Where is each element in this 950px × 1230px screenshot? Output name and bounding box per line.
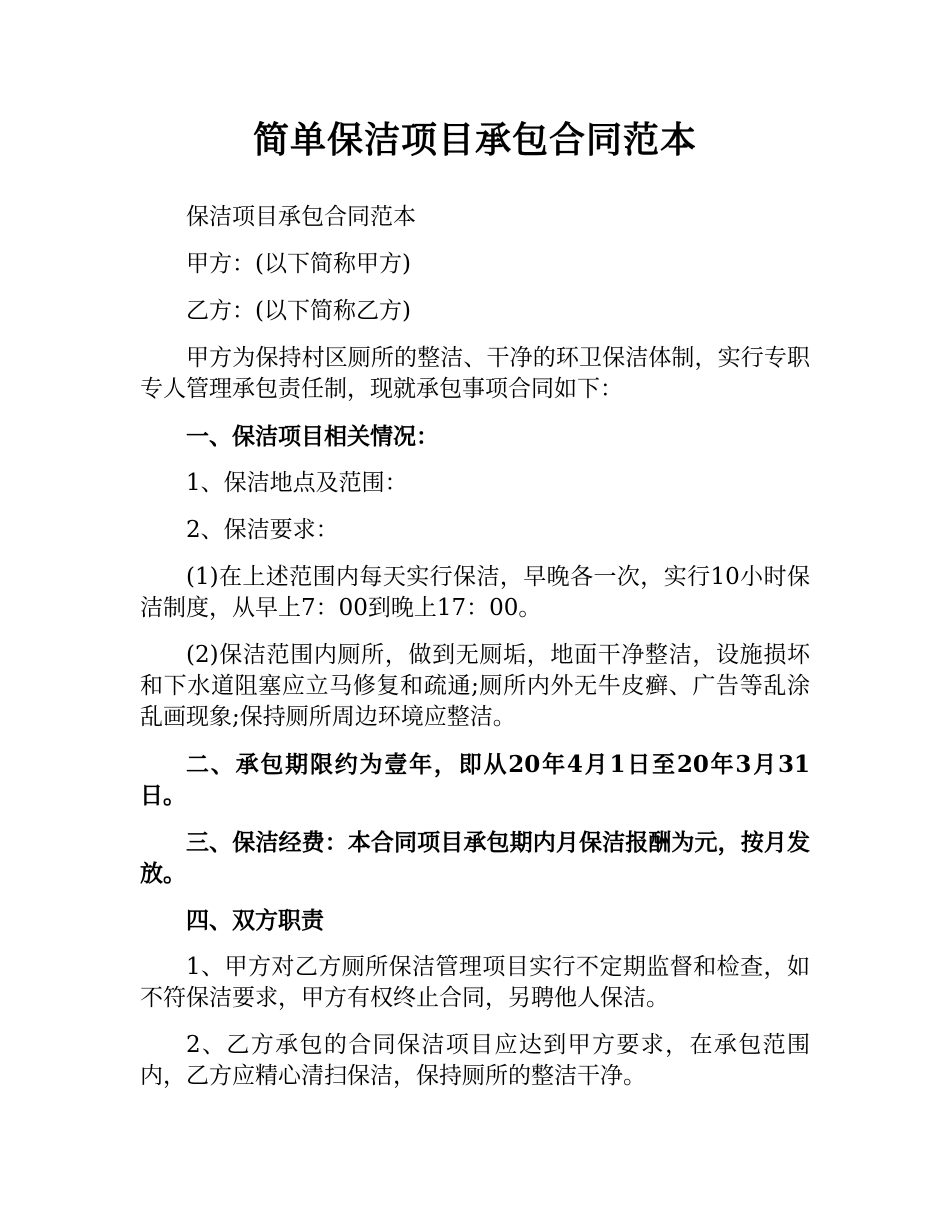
paragraph-preamble: 甲方为保持村区厕所的整洁、干净的环卫保洁体制，实行专职专人管理承包责任制，现就承包事项合同如下：	[140, 345, 810, 402]
paragraph-duty-2: 2、乙方承包的合同保洁项目应达到甲方要求，在承包范围内，乙方应精心清扫保洁，保持厕所的整洁干净。	[140, 1032, 810, 1089]
paragraph-party-b: 乙方：(以下简称乙方)	[186, 298, 411, 324]
paragraph-requirements: 2、保洁要求：	[186, 517, 339, 543]
section-heading-2: 二、承包期限约为壹年，即从20年4月1日至20年3月31日。	[140, 751, 810, 809]
paragraph-requirement-2: (2)保洁范围内厕所，做到无厕垢，地面干净整洁，设施损坏和下水道阻塞应立马修复和疏通;厕所内外无牛皮癣、广告等乱涂乱画现象;保持厕所周边环境应整洁。	[140, 642, 810, 730]
section-heading-1: 一、保洁项目相关情况：	[186, 423, 439, 450]
section-heading-4: 四、双方职责	[186, 907, 324, 934]
paragraph-duty-1: 1、甲方对乙方厕所保洁管理项目实行不定期监督和检查，如不符保洁要求，甲方有权终止合同，另聘他人保洁。	[140, 954, 810, 1011]
document-title: 简单保洁项目承包合同范本	[252, 120, 697, 161]
paragraph-contract-name: 保洁项目承包合同范本	[186, 204, 416, 230]
paragraph-requirement-1: (1)在上述范围内每天实行保洁，早晚各一次，实行10小时保洁制度，从早上7：00到晚上17：00。	[140, 564, 810, 621]
section-heading-3: 三、保洁经费：本合同项目承包期内月保洁报酬为元，按月发放。	[140, 829, 810, 887]
paragraph-location: 1、保洁地点及范围：	[186, 470, 408, 496]
paragraph-party-a: 甲方：(以下简称甲方)	[186, 251, 411, 277]
document-body	[140, 118, 810, 1108]
